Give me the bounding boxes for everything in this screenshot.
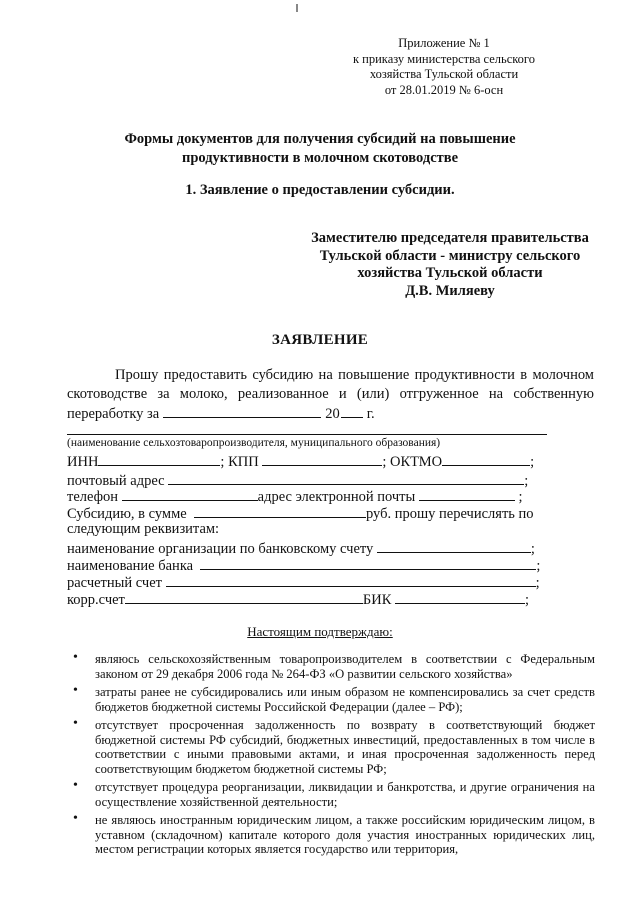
postal-label: почтовый адрес — [67, 473, 165, 489]
document-title — [0, 130, 640, 168]
year-field[interactable] — [341, 404, 363, 418]
semicolon: ; — [525, 592, 530, 608]
semicolon: ; — [536, 558, 541, 574]
semicolon: ; — [530, 541, 535, 557]
kpp-field[interactable] — [262, 452, 382, 466]
addressee-line: Д.В. Миляеву — [405, 282, 495, 299]
subsidy-amount-field[interactable] — [194, 504, 366, 518]
list-item: • отсутствует просроченная задолженность по возврату в соответствующий бюджет бюджетной системы РФ субсидий, бюджетных инвестиций, предоставленных в том числе в соответствии с иными правовыми актами, и иная просроченная задолженность перед соответствующим бюджетом бюджетной системы РФ; — [95, 718, 595, 776]
bik-field[interactable] — [395, 590, 525, 604]
account-field[interactable] — [166, 573, 536, 587]
email-label: адрес электронной почты — [257, 489, 416, 505]
confirmation-list — [95, 652, 595, 861]
appendix-line: хозяйства Тульской области — [369, 67, 519, 81]
addressee-line: Тульской области - министру сельского — [319, 247, 581, 264]
intro-paragraph — [67, 366, 594, 424]
appendix-line: Приложение № 1 — [398, 36, 490, 50]
organization-name-line[interactable] — [67, 434, 547, 435]
year-suffix: г. — [366, 406, 375, 422]
oktmo-field[interactable] — [442, 452, 530, 466]
intro-text: Прошу предоставить субсидию на повышение продуктивности в молочном скотоводстве за молоко, реализованное и (или) отгруженное на собственную переработку за — [67, 367, 594, 422]
list-item: • затраты ранее не субсидировались или иным образом не компенсировались за счет средств бюджетов бюджетной системы Российской Федерации (далее – РФ); — [95, 685, 595, 714]
phone-field[interactable] — [122, 487, 258, 501]
statement-heading: ЗАЯВЛЕНИЕ — [271, 332, 369, 348]
title-line: Формы документов для получения субсидий на повышение — [124, 131, 516, 147]
year-prefix: 20 — [325, 406, 340, 422]
corr-row — [67, 590, 529, 609]
scan-artifact — [296, 4, 298, 12]
account-label: расчетный счет — [67, 575, 162, 591]
organization-caption: (наименование сельхозтоваропроизводителя, муниципального образования) — [67, 437, 441, 449]
semicolon: ; — [518, 489, 523, 505]
phone-label: телефон — [67, 489, 119, 505]
section-heading: 1. Заявление о предоставлении субсидии. — [185, 182, 455, 198]
list-item: • отсутствует процедура реорганизации, ликвидации и банкротства, и другие ограничения на осуществление хозяйственной деятельности; — [95, 780, 595, 809]
subsidy-after-label: руб. прошу перечислять по — [365, 506, 534, 522]
addressee-block — [290, 230, 610, 300]
subsidy-label: Субсидию, в сумме — [67, 506, 187, 522]
addressee-line: Заместителю председателя правительства — [311, 230, 589, 246]
inn-label: ИНН — [67, 454, 99, 470]
semicolon: ; — [530, 454, 535, 470]
appendix-line: к приказу министерства сельского — [352, 51, 535, 66]
org-name-label: наименование организации по банковскому счету — [67, 541, 374, 557]
period-field[interactable] — [163, 404, 321, 418]
semicolon: ; — [535, 575, 540, 591]
appendix-block — [334, 36, 554, 98]
org-name-field[interactable] — [377, 539, 531, 553]
inn-row — [67, 452, 534, 471]
corr-field[interactable] — [125, 590, 363, 604]
email-field[interactable] — [419, 487, 515, 501]
title-line: продуктивности в молочном скотоводстве — [181, 150, 459, 166]
confirm-heading — [0, 624, 640, 640]
semicolon: ; — [524, 473, 529, 489]
oktmo-label: ; ОКТМО — [382, 454, 443, 470]
addressee-line: хозяйства Тульской области — [357, 265, 543, 281]
bik-label: БИК — [362, 592, 392, 608]
list-item: • не являюсь иностранным юридическим лицом, а также российским юридическим лицом, в уставном (складочном) капитале которого доля участия иностранных юридических лиц, местом регистрации которых является государство или территория, — [95, 813, 595, 857]
kpp-label: ; КПП — [220, 454, 259, 470]
bank-name-label: наименование банка — [67, 558, 194, 574]
inn-field[interactable] — [98, 452, 220, 466]
confirm-text: Настоящим подтверждаю: — [247, 624, 393, 639]
corr-label: корр.счет — [67, 592, 125, 608]
postal-field[interactable] — [168, 471, 524, 485]
list-item: • являюсь сельскохозяйственным товаропроизводителем в соответствии с Федеральным законом от 29 декабря 2006 года № 264-ФЗ «О развитии сельского хозяйства» — [95, 652, 595, 681]
bank-name-field[interactable] — [200, 556, 536, 570]
requisites-row: следующим реквизитам: — [67, 521, 220, 537]
appendix-line: от 28.01.2019 № 6-осн — [384, 82, 504, 97]
